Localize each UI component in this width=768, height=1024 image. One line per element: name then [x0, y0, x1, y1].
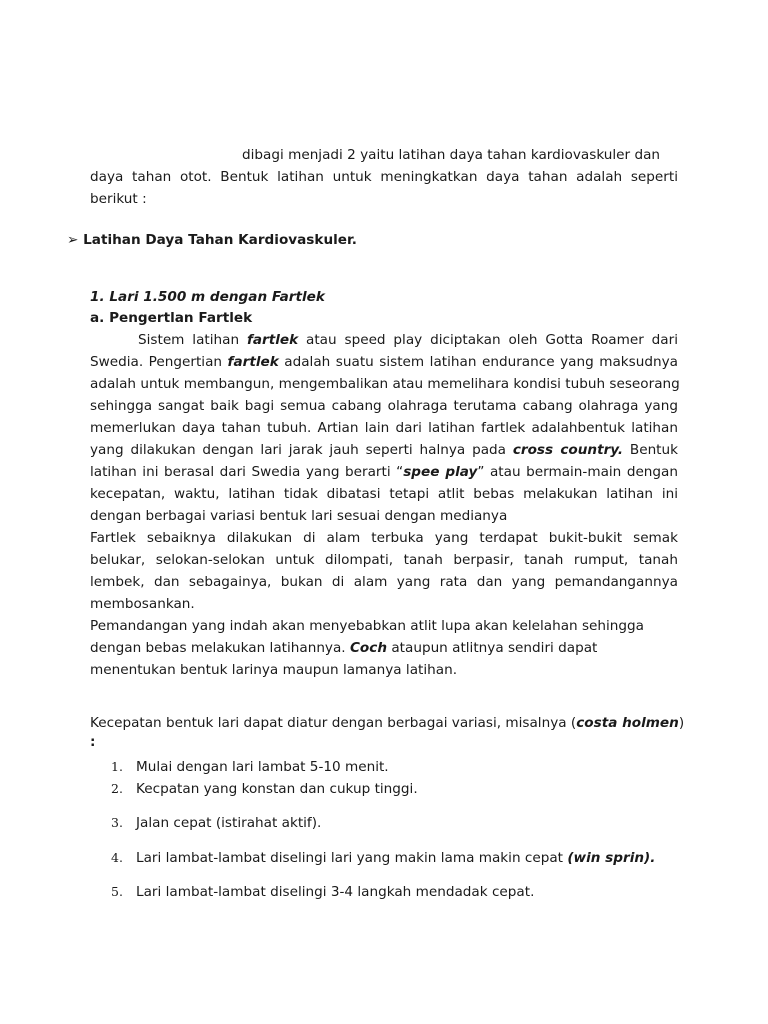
intro-line-1: dibagi menjadi 2 yaitu latihan daya tahan kardiovaskuler dan: [242, 147, 661, 163]
section-title: 1. Lari 1.500 m dengan Fartlek: [90, 289, 325, 305]
arrow-bullet-icon: ➢: [67, 232, 79, 248]
p1-line-2: [90, 351, 678, 373]
p3-l2-em: Coch: [349, 640, 388, 656]
p4-line-1: [90, 712, 684, 734]
list-item-3-text: Jalan cepat (istirahat aktif).: [136, 815, 322, 831]
intro-line-2: daya tahan otot. Bentuk latihan untuk meningkatkan daya tahan adalah seperti: [90, 169, 678, 185]
p2-line-1: Fartlek sebaiknya dilakukan di alam terbuka yang terdapat bukit-bukit semak: [90, 530, 678, 546]
list-item-4: [136, 847, 655, 869]
p1-line-3: adalah untuk membangun, mengembalikan atau memelihara kondisi tubuh seseorang: [90, 376, 680, 392]
p1-l6-a: yang dilakukan dengan lari jarak jauh seperti halnya pada: [90, 442, 513, 458]
p1-l7-c: ” atau bermain-main dengan: [477, 464, 678, 480]
p1-line-9: dengan berbagai variasi bentuk lari sesuai dengan medianya: [90, 508, 508, 524]
list-item-1-text: Mulai dengan lari lambat 5-10 menit.: [136, 759, 389, 775]
p1-line-7: [90, 461, 678, 483]
p1-l2-em: fartlek: [227, 354, 279, 370]
p1-l7-em: spee play: [403, 464, 478, 480]
list-num-3: 3.: [111, 815, 123, 830]
section-subtitle: a. Pengertlan Fartlek: [90, 310, 253, 326]
bullet-heading: [67, 229, 357, 251]
p1-l6-c: Bentuk: [623, 442, 679, 458]
p1-line-4: sehingga sangat baik bagi semua cabang olahraga terutama cabang olahraga yang: [90, 398, 678, 414]
list-item-4-em: (win sprin).: [567, 850, 656, 866]
list-item-1: [136, 756, 389, 778]
list-item-4-text: Lari lambat-lambat diselingi lari yang makin lama makin cepat: [136, 850, 568, 866]
list-item-5: [136, 881, 534, 903]
p1-l1-c: atau speed play diciptakan oleh Gotta Roamer dari: [298, 332, 678, 348]
p1-l2-c: adalah suatu sistem latihan endurance yang maksudnya: [278, 354, 678, 370]
list-num-4: 4.: [111, 850, 123, 865]
p3-line-3: menentukan bentuk larinya maupun lamanya latihan.: [90, 662, 458, 678]
p1-line-6: [90, 439, 678, 461]
p2-line-3: lembek, dan sebagainya, bukan di alam yang rata dan yang pemandangannya: [90, 574, 678, 590]
list-num-2: 2.: [111, 781, 123, 796]
p3-l2-c: ataupun atlitnya sendiri dapat: [387, 640, 598, 656]
list-item-2-text: Kecpatan yang konstan dan cukup tinggi.: [136, 781, 418, 797]
p2-line-2: belukar, selokan-selokan untuk dilompati, tanah berpasir, tanah rumput, tanah: [90, 552, 678, 568]
p4-line-2: :: [90, 734, 96, 750]
p1-line-8: kecepatan, waktu, latihan tidak dibatasi tetapi atlit bebas melakukan latihan ini: [90, 486, 678, 502]
p2-line-4: membosankan.: [90, 596, 195, 612]
bullet-heading-text: Latihan Daya Tahan Kardiovaskuler.: [83, 232, 357, 248]
list-num-5: 5.: [111, 884, 123, 899]
p1-l7-a: latihan ini berasal dari Swedia yang berarti “: [90, 464, 404, 480]
list-item-5-text: Lari lambat-lambat diselingi 3-4 langkah mendadak cepat.: [136, 884, 535, 900]
p3-l2-a: dengan bebas melakukan latihannya.: [90, 640, 350, 656]
list-num-1: 1.: [111, 759, 123, 774]
p1-line-1: [138, 329, 678, 351]
p1-l1-a: Sistem latihan: [138, 332, 247, 348]
p4-l1-a: Kecepatan bentuk lari dapat diatur dengan berbagai variasi, misalnya (: [90, 715, 577, 731]
p1-l2-a: Swedia. Pengertian: [90, 354, 228, 370]
p4-l1-c: ): [678, 715, 685, 731]
p1-line-5: memerlukan daya tahan tubuh. Artian lain dari latihan fartlek adalahbentuk latihan: [90, 420, 678, 436]
intro-line-3: berikut :: [90, 191, 147, 207]
p4-l1-em: costa holmen: [576, 715, 679, 731]
list-item-2: [136, 778, 418, 800]
p1-l1-em: fartlek: [246, 332, 299, 348]
p1-l6-em: cross country.: [512, 442, 624, 458]
p3-line-1: Pemandangan yang indah akan menyebabkan atlit lupa akan kelelahan sehingga: [90, 618, 644, 634]
list-item-3: [136, 812, 321, 834]
p3-line-2: [90, 637, 597, 659]
